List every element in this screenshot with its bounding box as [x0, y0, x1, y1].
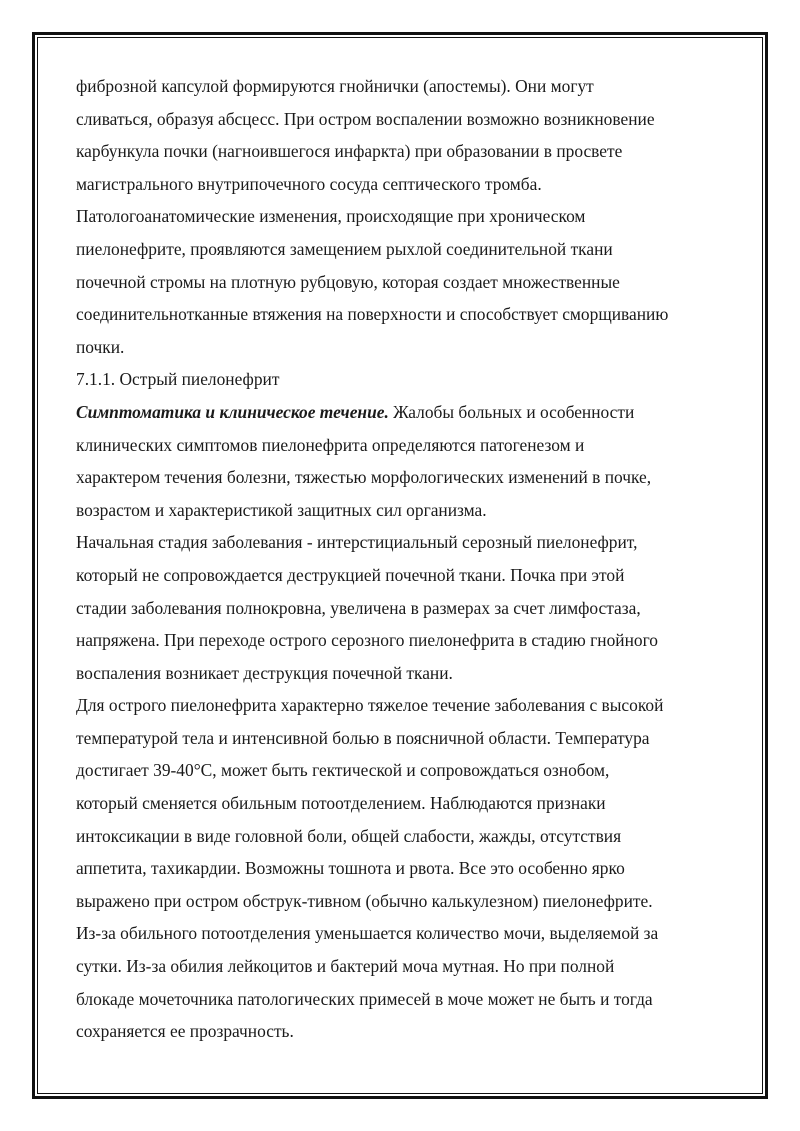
text-line: возрастом и характеристикой защитных сил организма.	[76, 499, 487, 520]
text-line: магистрального внутрипочечного сосуда септического тромба.	[76, 173, 542, 194]
text-line: Начальная стадия заболевания - интерстициальный серозный пиелонефрит,	[76, 532, 638, 553]
text-line: выражено при остром обструк-тивном (обычно калькулезном) пиелонефрите.	[76, 890, 653, 911]
text-line: сохраняется ее прозрачность.	[76, 1021, 294, 1042]
text-line: карбункула почки (нагноившегося инфаркта) при образовании в просвете	[76, 141, 623, 162]
text-line: клинических симптомов пиелонефрита определяются патогенезом и	[76, 434, 585, 455]
text-line: сливаться, образуя абсцесс. При остром воспалении возможно возникновение	[76, 108, 655, 129]
section-heading: 7.1.1. Острый пиелонефрит	[76, 369, 280, 390]
lead-line-rest: Жалобы больных и особенности	[388, 401, 635, 422]
text-line: характером течения болезни, тяжестью морфологических изменений в почке,	[76, 467, 652, 488]
text-line: сутки. Из-за обилия лейкоцитов и бактерий моча мутная. Но при полной	[76, 956, 615, 977]
text-line: который сменяется обильным потоотделением. Наблюдаются признаки	[76, 793, 606, 814]
text-line: стадии заболевания полнокровна, увеличена в размерах за счет лимфостаза,	[76, 597, 641, 618]
text-line: Из-за обильного потоотделения уменьшается количество мочи, выделяемой за	[76, 923, 659, 944]
bold-italic-heading: Симптоматика и клиническое течение.	[76, 401, 389, 422]
text-line: почечной стромы на плотную рубцовую, которая создает множественные	[76, 271, 620, 292]
text-line: достигает 39-40°С, может быть гектической и сопровождаться ознобом,	[76, 760, 610, 781]
text-line: блокаде мочеточника патологических примесей в моче может не быть и тогда	[76, 988, 653, 1009]
text-line: Патологоанатомические изменения, происходящие при хроническом	[76, 206, 586, 227]
text-line: фиброзной капсулой формируются гнойнички (апостемы). Они могут	[76, 76, 594, 96]
paragraph-lead-line	[76, 396, 726, 429]
text-line: интоксикации в виде головной боли, общей слабости, жажды, отсутствия	[76, 825, 622, 846]
text-line: температурой тела и интенсивной болью в поясничной области. Температура	[76, 727, 650, 748]
text-line: почки.	[76, 336, 125, 357]
text-line: воспаления возникает деструкция почечной ткани.	[76, 662, 453, 683]
text-line: Для острого пиелонефрита характерно тяжелое течение заболевания с высокой	[76, 695, 664, 716]
text-line: соединительнотканные втяжения на поверхности и способствует сморщиванию	[76, 304, 669, 325]
text-line: аппетита, тахикардии. Возможны тошнота и рвота. Все это особенно ярко	[76, 858, 625, 879]
text-line: напряжена. При переходе острого серозного пиелонефрита в стадию гнойного	[76, 630, 658, 651]
text-line: который не сопровождается деструкцией почечной ткани. Почка при этой	[76, 564, 625, 585]
text-line: пиелонефрите, проявляются замещением рыхлой соединительной ткани	[76, 238, 613, 259]
document-text	[76, 70, 726, 1048]
